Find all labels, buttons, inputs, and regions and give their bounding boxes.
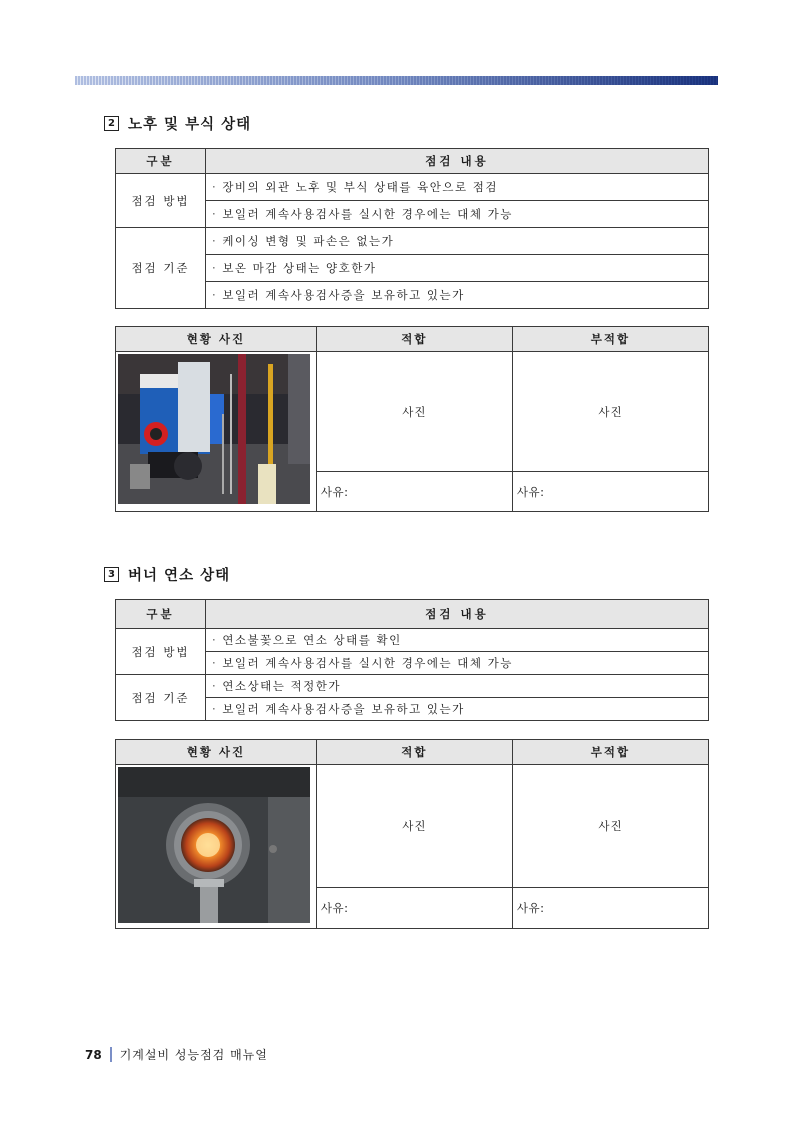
page-footer (85, 1046, 268, 1063)
column-header-pass: 적합 (316, 740, 512, 765)
column-header-fail: 부적합 (512, 327, 708, 352)
method-item: · 연소불꽃으로 연소 상태를 확인 (206, 629, 709, 652)
pass-photo-cell: 사진 (316, 765, 512, 888)
column-header-photo: 현황 사진 (116, 740, 317, 765)
column-header-fail: 부적합 (512, 740, 708, 765)
pass-photo-cell: 사진 (316, 352, 512, 472)
column-header-category: 구분 (116, 600, 206, 629)
burner-flame-photo (118, 767, 310, 923)
fail-reason-cell: 사유: (512, 888, 708, 929)
criteria-item: · 보일러 계속사용검사증을 보유하고 있는가 (206, 698, 709, 721)
inspection-table-3 (115, 599, 709, 721)
fail-photo-cell: 사진 (512, 765, 708, 888)
section-3-heading (104, 564, 230, 585)
criteria-label: 점검 기준 (116, 228, 206, 309)
method-label: 점검 방법 (116, 174, 206, 228)
criteria-item: · 케이싱 변형 및 파손은 없는가 (206, 228, 709, 255)
criteria-item: · 보온 마감 상태는 양호한가 (206, 255, 709, 282)
method-item: · 보일러 계속사용검사를 실시한 경우에는 대체 가능 (206, 652, 709, 675)
pass-reason-cell: 사유: (316, 888, 512, 929)
inspection-table-2 (115, 148, 709, 309)
status-photo-cell (116, 352, 317, 512)
status-photo-cell (116, 765, 317, 929)
pass-reason-cell: 사유: (316, 472, 512, 512)
page-number: 78 (85, 1047, 102, 1062)
section-number-box: 3 (104, 567, 119, 582)
footer-divider (110, 1047, 112, 1062)
column-header-content: 점검 내용 (206, 600, 709, 629)
column-header-category: 구분 (116, 149, 206, 174)
method-label: 점검 방법 (116, 629, 206, 675)
method-item: · 장비의 외관 노후 및 부식 상태를 육안으로 점검 (206, 174, 709, 201)
header-decorative-bar (75, 76, 718, 85)
section-title: 노후 및 부식 상태 (128, 117, 252, 133)
fail-photo-cell: 사진 (512, 352, 708, 472)
photo-table-2 (115, 326, 709, 512)
section-2-heading (104, 113, 251, 134)
criteria-item: · 보일러 계속사용검사증을 보유하고 있는가 (206, 282, 709, 309)
column-header-photo: 현황 사진 (116, 327, 317, 352)
section-number-box: 2 (104, 116, 119, 131)
manual-title: 기계설비 성능점검 매뉴얼 (119, 1048, 268, 1062)
column-header-pass: 적합 (316, 327, 512, 352)
section-title: 버너 연소 상태 (128, 568, 231, 584)
criteria-label: 점검 기준 (116, 675, 206, 721)
boiler-room-photo (118, 354, 310, 504)
fail-reason-cell: 사유: (512, 472, 708, 512)
criteria-item: · 연소상태는 적정한가 (206, 675, 709, 698)
column-header-content: 점검 내용 (206, 149, 709, 174)
method-item: · 보일러 계속사용검사를 실시한 경우에는 대체 가능 (206, 201, 709, 228)
photo-table-3 (115, 739, 709, 929)
